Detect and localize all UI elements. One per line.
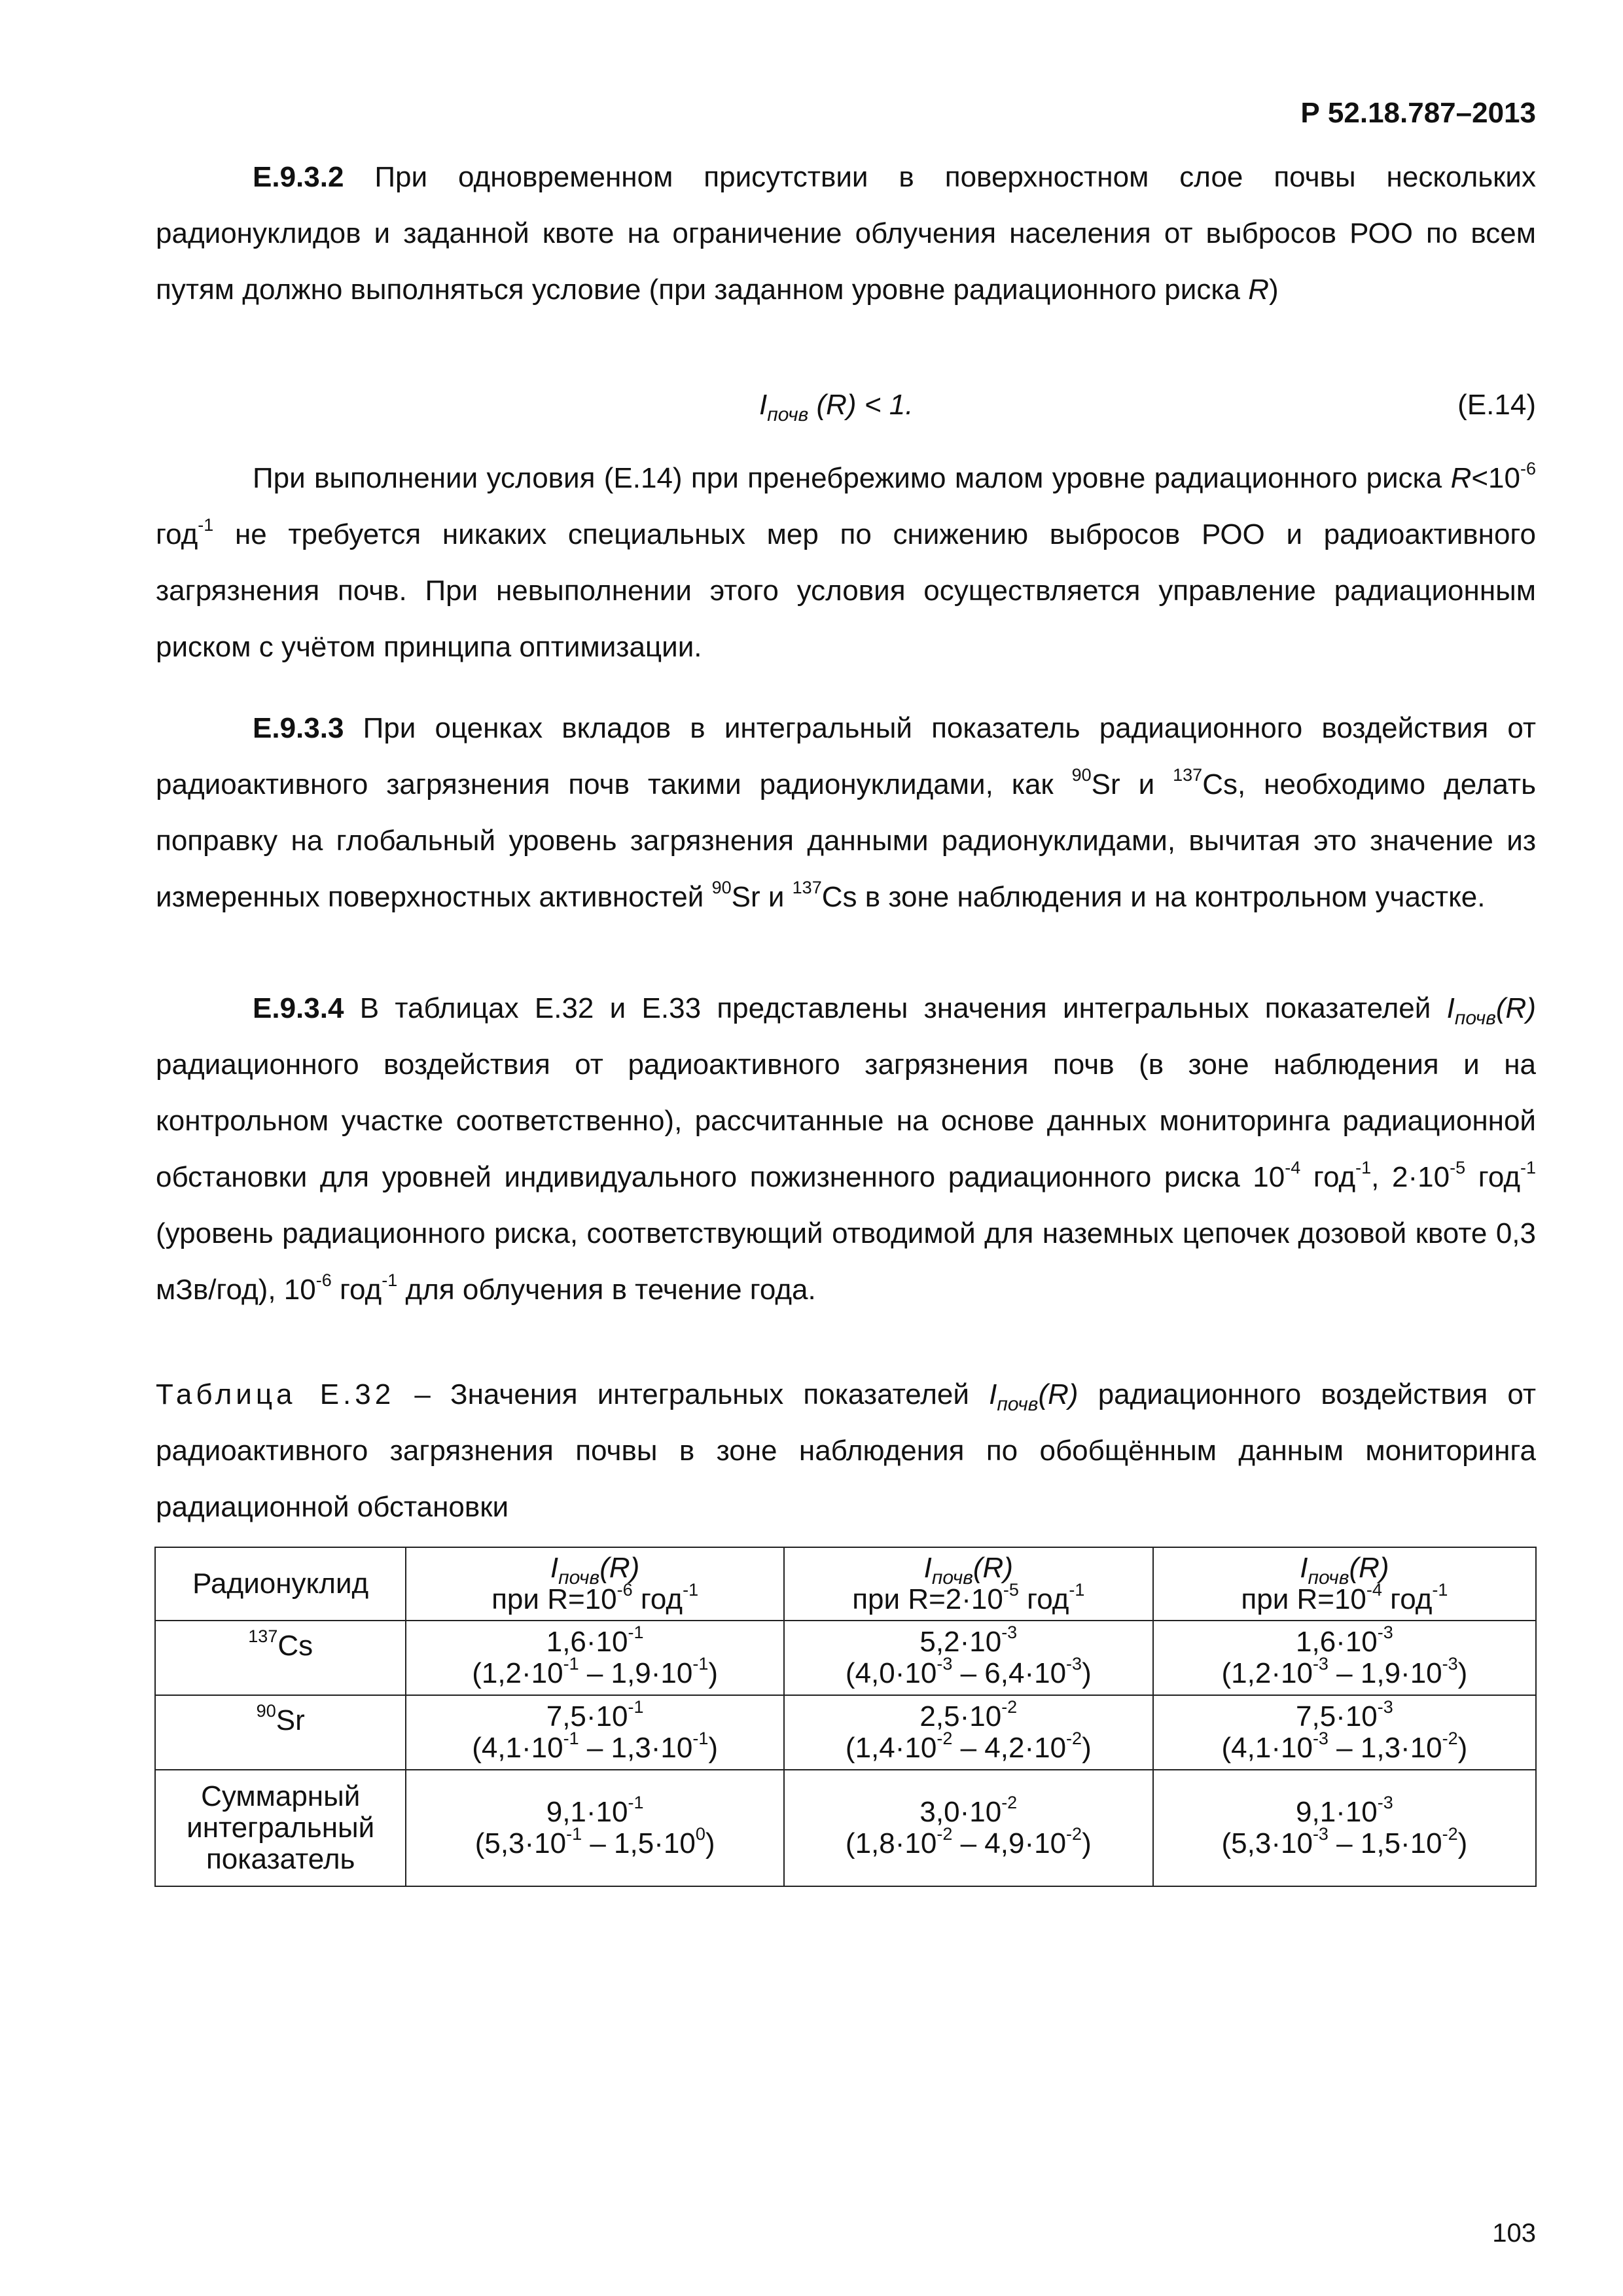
formula-subscript: почв (767, 403, 809, 425)
exponent: -2 (1001, 1793, 1018, 1813)
caption-text: – Значения интегральных показателей (395, 1378, 990, 1410)
value-mantissa: 3,0·10 (919, 1796, 1002, 1828)
range-low: (4,1·10 (472, 1732, 563, 1764)
range-low: (1,8·10 (845, 1827, 937, 1859)
header-cell-radionuclide: Радионуклид (155, 1547, 406, 1621)
exponent: -1 (563, 1729, 579, 1749)
range-high: – 6,4·10 (952, 1657, 1067, 1689)
unit: год (632, 1583, 683, 1615)
value-cell (784, 1621, 1153, 1695)
data-table-e32 (154, 1547, 1537, 1887)
range-close: ) (705, 1827, 715, 1859)
formula-symbol: I (759, 389, 768, 421)
paragraph-text: При оценках вкладов в интегральный показатель радиационного воздействия от радиоактивного загрязнения почв такими радионуклидами, как (156, 712, 1536, 800)
index-symbol: I (923, 1552, 932, 1584)
unit: год (1382, 1583, 1433, 1615)
range-low: (1,2·10 (1221, 1657, 1313, 1689)
exponent: -1 (1069, 1580, 1085, 1600)
range-low: (4,1·10 (1221, 1732, 1313, 1764)
exponent: -3 (1066, 1654, 1082, 1674)
value-cell (1153, 1770, 1536, 1886)
range-close: ) (1082, 1657, 1092, 1689)
range-high: – 1,9·10 (1328, 1657, 1442, 1689)
paragraph-text: , 2·10 (1371, 1161, 1450, 1193)
value-cell (406, 1770, 783, 1886)
table-row (155, 1770, 1536, 1886)
exponent: -1 (1355, 1158, 1372, 1178)
isotope-mass: 137 (792, 878, 822, 898)
exponent: -3 (1312, 1729, 1329, 1749)
paragraph-text: радиационного воздействия от радиоактивного загрязнения почв (в зоне наблюдения и на контрольном участке соответственно), рассчитанные на основе данных мониторинга радиационной обстановки для уровней индивидуального пожизненного радиационного риска 10 (156, 1049, 1536, 1193)
row-label: показатель (205, 1843, 355, 1875)
clause-number: Е.9.3.4 (253, 992, 344, 1024)
exponent: -1 (198, 515, 214, 535)
exponent: -1 (692, 1729, 709, 1749)
range-close: ) (1457, 1657, 1468, 1689)
isotope-mass: 90 (711, 878, 732, 898)
exponent: -3 (1377, 1697, 1393, 1717)
row-label: интегральный (187, 1812, 375, 1844)
paragraph-text: для облучения в течение года. (397, 1274, 816, 1306)
nuclide-cell-sr90 (155, 1695, 406, 1770)
index-argument: (R) (972, 1552, 1013, 1584)
range-high: – 1,3·10 (1328, 1732, 1442, 1764)
value-cell (406, 1621, 783, 1695)
unit: год (1018, 1583, 1069, 1615)
header-cell-risk-2e-5 (784, 1547, 1153, 1621)
value-mantissa: 9,1·10 (546, 1796, 628, 1828)
clause-number: Е.9.3.2 (253, 161, 344, 193)
index-subscript: почв (558, 1566, 600, 1588)
value-mantissa: 7,5·10 (1296, 1700, 1378, 1732)
exponent: -2 (1442, 1824, 1458, 1844)
value-mantissa: 7,5·10 (546, 1700, 628, 1732)
range-close: ) (708, 1732, 718, 1764)
exponent: -1 (683, 1580, 699, 1600)
range-close: ) (708, 1657, 718, 1689)
paragraph-text: ) (1269, 274, 1279, 306)
table-row (155, 1695, 1536, 1770)
row-label: Суммарный (201, 1780, 361, 1812)
range-close: ) (1082, 1732, 1092, 1764)
isotope-mass: 90 (256, 1701, 276, 1721)
paragraph-e934 (156, 980, 1536, 1318)
exponent: -6 (315, 1270, 332, 1291)
exponent: -1 (1432, 1580, 1448, 1600)
index-subscript: почв (1454, 1007, 1496, 1029)
exponent: -1 (692, 1654, 709, 1674)
index-symbol: I (550, 1552, 559, 1584)
range-high: – 1,9·10 (579, 1657, 693, 1689)
index-symbol: I (1446, 992, 1455, 1024)
risk-symbol: R (1248, 274, 1270, 306)
exponent: -1 (628, 1697, 644, 1717)
paragraph-e932 (156, 149, 1536, 318)
exponent: 0 (695, 1824, 705, 1844)
formula-number: (Е.14) (1457, 389, 1536, 421)
paragraph-text: год (1300, 1161, 1356, 1193)
exponent: -2 (1066, 1729, 1082, 1749)
isotope-mass: 90 (1071, 765, 1092, 785)
paragraph-text: В таблицах Е.32 и Е.33 представлены значения интегральных показателей (344, 992, 1447, 1024)
exponent: -1 (628, 1623, 644, 1643)
paragraph-text: При одновременном присутствии в поверхностном слое почвы нескольких радионуклидов и заданной квоте на ограничение облучения населения от выбросов РОО по всем путям должно выполняться условие (при заданном уровне радиационного риска (156, 161, 1536, 306)
range-low: (1,4·10 (845, 1732, 937, 1764)
range-high: – 4,9·10 (952, 1827, 1067, 1859)
page-number: 103 (1492, 2219, 1536, 2248)
paragraph-condition (156, 450, 1536, 675)
risk-symbol: R (1450, 462, 1472, 494)
paragraph-text: год (156, 518, 198, 550)
isotope-mass: 137 (1173, 765, 1203, 785)
caption-text: радиационного воздействия от радиоактивного загрязнения почвы в зоне наблюдения по обобщённым данным мониторинга радиационной обстановки (156, 1378, 1536, 1523)
paragraph-text: <10 (1471, 462, 1520, 494)
range-high: – 1,5·10 (582, 1827, 696, 1859)
range-close: ) (1457, 1827, 1468, 1859)
paragraph-text: год (331, 1274, 382, 1306)
range-high: – 1,5·10 (1328, 1827, 1442, 1859)
exponent: -4 (1285, 1158, 1301, 1178)
exponent: -1 (1520, 1158, 1537, 1178)
risk-label: при R=10 (491, 1583, 617, 1615)
paragraph-text: При выполнении условия (Е.14) при пренебрежимо малом уровне радиационного риска (253, 462, 1451, 494)
paragraph-text: (уровень радиационного риска, соответствующий отводимой для наземных цепочек дозовой квоте 0,3 мЗв/год), 10 (156, 1217, 1536, 1306)
index-argument: (R) (1038, 1378, 1079, 1410)
index-symbol: I (1300, 1552, 1308, 1584)
exponent: -3 (1442, 1654, 1458, 1674)
formula-body: (R) < 1. (808, 389, 914, 421)
value-mantissa: 1,6·10 (546, 1626, 628, 1658)
index-argument: (R) (1495, 992, 1536, 1024)
paragraph-text: Sr и (1091, 768, 1173, 800)
index-subscript: почв (997, 1393, 1039, 1415)
range-high: – 1,3·10 (579, 1732, 693, 1764)
value-cell (784, 1770, 1153, 1886)
exponent: -3 (1001, 1623, 1018, 1643)
isotope-mass: 137 (248, 1626, 278, 1647)
exponent: -3 (936, 1654, 953, 1674)
table-row (155, 1621, 1536, 1695)
nuclide-symbol: Sr (276, 1704, 305, 1736)
index-subscript: почв (1308, 1566, 1349, 1588)
value-mantissa: 2,5·10 (919, 1700, 1002, 1732)
table-caption (156, 1367, 1536, 1535)
exponent: -4 (1366, 1580, 1382, 1600)
nuclide-cell-sum (155, 1770, 406, 1886)
header-cell-risk-1e-4 (1153, 1547, 1536, 1621)
exponent: -3 (1377, 1793, 1393, 1813)
exponent: -1 (563, 1654, 579, 1674)
index-argument: (R) (599, 1552, 640, 1584)
table-header-row (155, 1547, 1536, 1621)
exponent: -2 (936, 1824, 953, 1844)
range-close: ) (1457, 1732, 1468, 1764)
index-symbol: I (989, 1378, 997, 1410)
exponent: -2 (1001, 1697, 1018, 1717)
exponent: -6 (1520, 459, 1536, 479)
exponent: -5 (1003, 1580, 1019, 1600)
value-cell (1153, 1695, 1536, 1770)
exponent: -2 (1066, 1824, 1082, 1844)
exponent: -5 (1450, 1158, 1466, 1178)
value-cell (406, 1695, 783, 1770)
paragraph-e933 (156, 700, 1536, 925)
range-high: – 4,2·10 (952, 1732, 1067, 1764)
range-low: (5,3·10 (474, 1827, 567, 1859)
paragraph-text: Sr и (731, 881, 793, 913)
document-code: Р 52.18.787–2013 (1300, 97, 1536, 129)
index-subscript: почв (931, 1566, 973, 1588)
paragraph-text: Cs в зоне наблюдения и на контрольном участке. (821, 881, 1486, 913)
value-cell (784, 1695, 1153, 1770)
paragraph-text: год (1465, 1161, 1520, 1193)
exponent: -3 (1312, 1824, 1329, 1844)
range-close: ) (1082, 1827, 1092, 1859)
value-cell (1153, 1621, 1536, 1695)
exponent: -3 (1377, 1623, 1393, 1643)
value-mantissa: 5,2·10 (919, 1626, 1002, 1658)
range-low: (5,3·10 (1221, 1827, 1313, 1859)
exponent: -1 (382, 1270, 398, 1291)
nuclide-cell-cs137 (155, 1621, 406, 1695)
value-mantissa: 9,1·10 (1296, 1796, 1378, 1828)
exponent: -3 (1312, 1654, 1329, 1674)
nuclide-symbol: Cs (277, 1630, 313, 1662)
exponent: -2 (936, 1729, 953, 1749)
risk-label: при R=10 (1241, 1583, 1366, 1615)
clause-number: Е.9.3.3 (253, 712, 344, 744)
table-label: Таблица Е.32 (156, 1378, 395, 1410)
range-low: (1,2·10 (472, 1657, 563, 1689)
paragraph-text: не требуется никаких специальных мер по снижению выбросов РОО и радиоактивного загрязнения почв. При невыполнении этого условия осуществляется управление радиационным риском с учётом принципа оптимизации. (156, 518, 1536, 663)
value-mantissa: 1,6·10 (1296, 1626, 1378, 1658)
header-cell-risk-1e-6 (406, 1547, 783, 1621)
exponent: -1 (566, 1824, 582, 1844)
exponent: -2 (1442, 1729, 1458, 1749)
paragraph-text: Cs, необходимо делать поправку на глобальный уровень загрязнения данными радионуклидами, вычитая это значение из измеренных поверхностных активностей (156, 768, 1536, 913)
index-argument: (R) (1349, 1552, 1389, 1584)
exponent: -6 (616, 1580, 633, 1600)
range-low: (4,0·10 (845, 1657, 937, 1689)
exponent: -1 (628, 1793, 644, 1813)
formula-e14 (759, 389, 914, 425)
risk-label: при R=2·10 (852, 1583, 1003, 1615)
